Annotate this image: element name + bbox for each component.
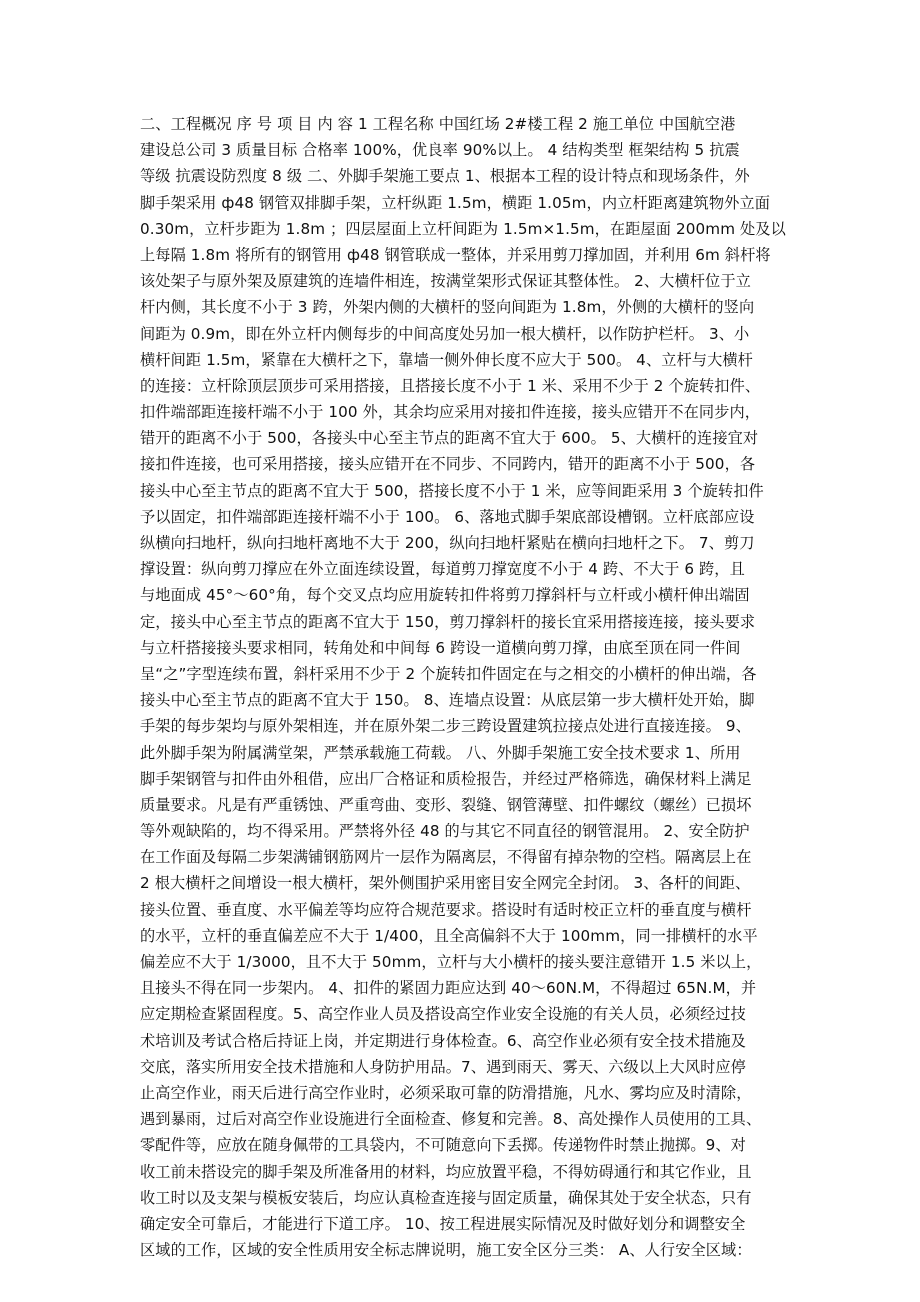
text-line: 与地面成 45°～60°角，每个交叉点均应用旋转扣件将剪刀撑斜杆与立杆或小横杆伸出端固 [140, 586, 750, 605]
text-line: 予以固定，扣件端部距连接杆端不小于 100。 6、落地式脚手架底部设槽钢。立杆底部应设 [140, 507, 755, 526]
text-line: 错开的距离不小于 500，各接头中心至主节点的距离不宜大于 600。 5、大横杆的连接宜对 [140, 429, 759, 448]
text-line: 脚手架钢管与扣件由外租借，应出厂合格证和质检报告，并经过严格筛选，确保材料上满足 [140, 769, 752, 788]
text-line: 应定期检查紧固程度。5、高空作业人员及搭设高空作业安全设施的有关人员，必须经过技 [140, 1005, 746, 1024]
text-line: 该处架子与原外架及原建筑的连墙件相连，按满堂架形式保证其整体性。 2、大横杆位于立 [140, 272, 751, 291]
text-line: 确定安全可靠后，才能进行下道工序。 10、按工程进展实际情况及时做好划分和调整安全 [140, 1214, 746, 1233]
text-line: 横杆间距 1.5m，紧靠在大横杆之下，靠墙一侧外伸长度不应大于 500。 4、立杆与大横杆 [140, 350, 753, 369]
text-line: 接扣件连接，也可采用搭接，接头应错开在不同步、不同跨内，错开的距离不小于 500，各 [140, 455, 756, 474]
text-line: 撑设置：纵向剪刀撑应在外立面连续设置，每道剪刀撑宽度不小于 4 跨、不大于 6 跨，且 [140, 560, 745, 579]
text-line: 扣件端部距连接杆端不小于 100 外，其余均应采用对接扣件连接，接头应错开不在同步内， [140, 403, 761, 422]
text-line: 收工前未搭设完的脚手架及所准备用的材料，均应放置平稳，不得妨碍通行和其它作业，且 [140, 1162, 752, 1181]
text-line: 偏差应不大于 1/3000，且不大于 50mm，立杆与大小横杆的接头要注意错开 1.5 米以上， [140, 953, 762, 971]
text-line: 纵横向扫地杆，纵向扫地杆离地不大于 200，纵向扫地杆紧贴在横向扫地杆之下。 7、剪刀 [140, 534, 755, 552]
text-line: 在工作面及每隔二步架满铺钢筋网片一层作为隔离层，不得留有掉杂物的空档。隔离层上在 [140, 848, 752, 867]
text-line: 质量要求。凡是有严重锈蚀、严重弯曲、变形、裂缝、钢管薄壁、扣件螺纹（螺丝）已损坏 [140, 795, 752, 814]
text-line: 建设总公司 3 质量目标 合格率 100%，优良率 90%以上。 4 结构类型 框架结构 5 抗震 [140, 141, 740, 160]
text-line: 收工时以及支架与模板安装后，均应认真检查连接与固定质量，确保其处于安全状态，只有 [140, 1188, 752, 1207]
text-line: 遇到暴雨，过后对高空作业设施进行全面检查、修复和完善。8、高处操作人员使用的工具、 [140, 1110, 762, 1129]
text-line: 等外观缺陷的，均不得采用。严禁将外径 48 的与其它不同直径的钢管混用。 2、安全防护 [140, 822, 750, 841]
text-line: 接头中心至主节点的距离不宜大于 500，搭接长度不小于 1 米，应等间距采用 3 个旋转扣件 [140, 481, 764, 500]
text-line: 零配件等，应放在随身佩带的工具袋内，不可随意向下丢掷。传递物件时禁止抛掷。9、对 [140, 1136, 746, 1155]
text-line: 间距为 0.9m，即在外立杆内侧每步的中间高度处另加一根大横杆，以作防护栏杆。 3、小 [140, 324, 750, 343]
text-line: 接头中心至主节点的距离不宜大于 150。 8、连墙点设置：从底层第一步大横杆处开始，脚 [140, 691, 755, 710]
text-line: 手架的每步架均与原外架相连，并在原外架二步三跨设置建筑拉接点处进行直接连接。 9、 [140, 717, 751, 736]
text-line: 0.30m，立杆步距为 1.8m ；四层屋面上立杆间距为 1.5m×1.5m，在距屋面 200mm 处及以 [140, 219, 786, 238]
text-line: 2 根大横杆之间增设一根大横杆，架外侧围护采用密目安全网完全封闭。 3、各杆的间距、 [140, 874, 751, 893]
text-line: 的水平，立杆的垂直偏差应不大于 1/400，且全高偏斜不大于 100mm，同一排横杆的水平 [140, 926, 758, 945]
text-line: 止高空作业，雨天后进行高空作业时，必须采取可靠的防滑措施，凡水、雾均应及时清除， [140, 1083, 752, 1102]
text-line: 脚手架采用 ф48 钢管双排脚手架，立杆纵距 1.5m，横距 1.05m，内立杆距离建筑物外立面 [140, 193, 770, 212]
text-line: 交底，落实所用安全技术措施和人身防护用品。7、遇到雨天、雾天、六级以上大风时应停 [140, 1057, 746, 1076]
text-line: 术培训及考试合格后持证上岗，并定期进行身体检查。6、高空作业必须有安全技术措施及 [140, 1031, 746, 1050]
text-line: 接头位置、垂直度、水平偏差等均应符合规范要求。搭设时有适时校正立杆的垂直度与横杆 [140, 900, 752, 919]
text-line: 呈“之”字型连续布置，斜杆采用不少于 2 个旋转扣件固定在与之相交的小横杆的伸出端，各 [140, 664, 757, 683]
text-line: 杆内侧，其长度不小于 3 跨，外架内侧的大横杆的竖向间距为 1.8m，外侧的大横杆的竖向 [140, 298, 755, 317]
document-body [140, 111, 795, 1263]
text-line: 定，接头中心至主节点的距离不宜大于 150，剪刀撑斜杆的接长宜采用搭接连接，接头要求 [140, 612, 756, 631]
text-line: 区域的工作，区域的安全性质用安全标志牌说明，施工安全区分三类： A、人行安全区域： [140, 1241, 752, 1260]
text-line: 上每隔 1.8m 将所有的钢管用 ф48 钢管联成一整体，并采用剪刀撑加固，并利用 6m 斜杆将 [140, 245, 771, 264]
text-line: 二、工程概况 序 号 项 目 内 容 1 工程名称 中国红场 2#楼工程 2 施工单位 中国航空港 [140, 115, 736, 133]
text-line: 的连接：立杆除顶层顶步可采用搭接，且搭接长度不小于 1 米、采用不少于 2 个旋转扣件、 [140, 376, 761, 395]
text-line: 此外脚手架为附属满堂架，严禁承载施工荷载。 八、外脚手架施工安全技术要求 1、所用 [140, 743, 741, 762]
text-line: 等级 抗震设防烈度 8 级 二、外脚手架施工要点 1、根据本工程的设计特点和现场条件，外 [140, 167, 750, 186]
text-line: 且接头不得在同一步架内。 4、扣件的紧固力距应达到 40～60N.M，不得超过 65N.M，并 [140, 979, 757, 998]
text-line: 与立杆搭接接头要求相同，转角处和中间每 6 跨设一道横向剪刀撑，由底至顶在同一件间 [140, 638, 741, 657]
